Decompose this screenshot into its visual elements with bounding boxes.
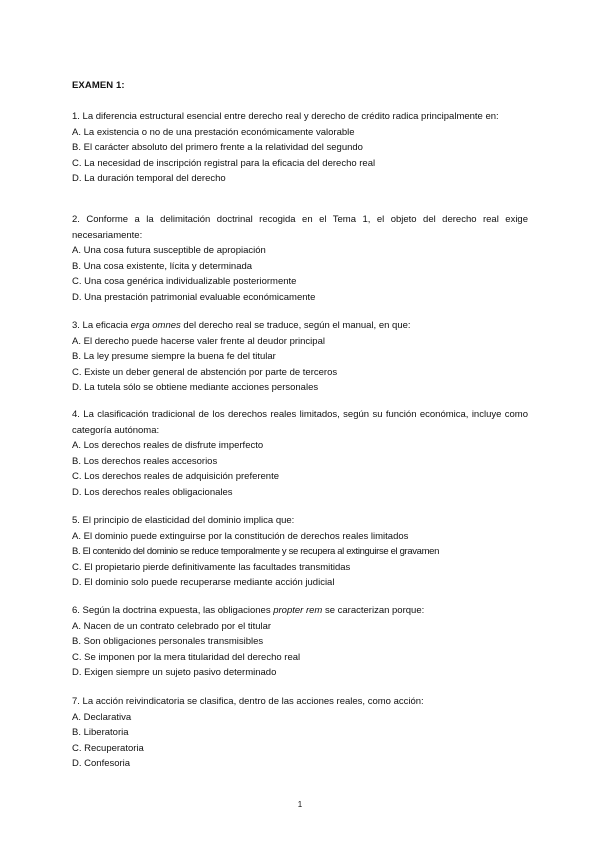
option-b: B. Una cosa existente, lícita y determinada xyxy=(72,260,253,272)
option-d: D. Los derechos reales obligacionales xyxy=(72,486,233,498)
option-d: D. La duración temporal del derecho xyxy=(72,173,226,184)
option-c: C. El propietario pierde definitivamente las facultades transmitidas xyxy=(72,561,351,573)
page-number: 1 xyxy=(297,800,303,809)
option-c: C. Una cosa genérica individualizable posteriormente xyxy=(72,276,297,287)
question-text: 7. La acción reivindicatoria se clasifica, dentro de las acciones reales, como acción: xyxy=(72,696,424,707)
option-a: A. El dominio puede extinguirse por la constitución de derechos reales limitados xyxy=(72,530,409,542)
option-c: C. Los derechos reales de adquisición preferente xyxy=(72,471,280,482)
option-a: A. El derecho puede hacerse valer frente al deudor principal xyxy=(72,335,325,347)
option-a: A. Nacen de un contrato celebrado por el titular xyxy=(72,620,272,632)
option-c: C. La necesidad de inscripción registral para la eficacia del derecho real xyxy=(72,157,376,169)
option-d: D. Exigen siempre un sujeto pasivo determinado xyxy=(72,667,277,678)
option-c: C. Se imponen por la mera titularidad del derecho real xyxy=(72,651,301,663)
question-text-latin-term: propter rem xyxy=(273,605,323,616)
question-text xyxy=(72,603,528,619)
option-d: D. El dominio solo puede recuperarse mediante acción judicial xyxy=(72,577,335,588)
option-a: A. Los derechos reales de disfrute imperfecto xyxy=(72,440,264,451)
option-d: D. Una prestación patrimonial evaluable económicamente xyxy=(72,291,316,303)
option-c: C. Existe un deber general de abstención por parte de terceros xyxy=(72,366,338,378)
question-text-start: 6. Según la doctrina expuesta, las obligaciones xyxy=(72,605,274,616)
question-4 xyxy=(72,407,528,500)
option-b: B. Liberatoria xyxy=(72,727,129,738)
question-3 xyxy=(72,318,528,396)
option-d: D. Confesoria xyxy=(72,758,131,769)
question-text-latin-term: erga omnes xyxy=(130,320,181,331)
question-text-end: se caracterizan porque: xyxy=(322,605,425,616)
option-a: A. La existencia o no de una prestación económicamente valorable xyxy=(72,126,355,138)
question-6 xyxy=(72,603,528,681)
question-1 xyxy=(72,109,528,187)
question-5 xyxy=(72,513,528,591)
option-c: C. Recuperatoria xyxy=(72,742,144,754)
question-text: 2. Conforme a la delimitación doctrinal recogida en el Tema 1, el objeto del derecho real exige necesariamente: xyxy=(72,214,528,241)
option-a: A. Una cosa futura susceptible de apropiación xyxy=(72,245,266,256)
question-2 xyxy=(72,212,528,305)
option-b: B. El carácter absoluto del primero frente a la relatividad del segundo xyxy=(72,142,363,153)
option-b: B. El contenido del dominio se reduce temporalmente y se recupera al extinguirse el gravamen xyxy=(72,546,440,557)
option-b: B. Son obligaciones personales transmisibles xyxy=(72,636,264,647)
exam-title: EXAMEN 1: xyxy=(72,80,125,91)
option-b: B. Los derechos reales accesorios xyxy=(72,455,218,467)
option-a: A. Declarativa xyxy=(72,711,132,723)
question-7 xyxy=(72,694,528,772)
question-text-end: del derecho real se traduce, según el manual, en que: xyxy=(180,320,411,331)
question-text xyxy=(72,318,528,334)
option-d: D. La tutela sólo se obtiene mediante acciones personales xyxy=(72,382,319,393)
question-text-start: 3. La eficacia xyxy=(72,320,131,331)
question-text: 4. La clasificación tradicional de los derechos reales limitados, según su función económica, incluye como categoría autónoma: xyxy=(72,409,528,436)
question-text: 1. La diferencia estructural esencial entre derecho real y derecho de crédito radica principalmente en: xyxy=(72,111,499,122)
option-b: B. La ley presume siempre la buena fe del titular xyxy=(72,351,276,362)
question-text: 5. El principio de elasticidad del dominio implica que: xyxy=(72,515,295,526)
